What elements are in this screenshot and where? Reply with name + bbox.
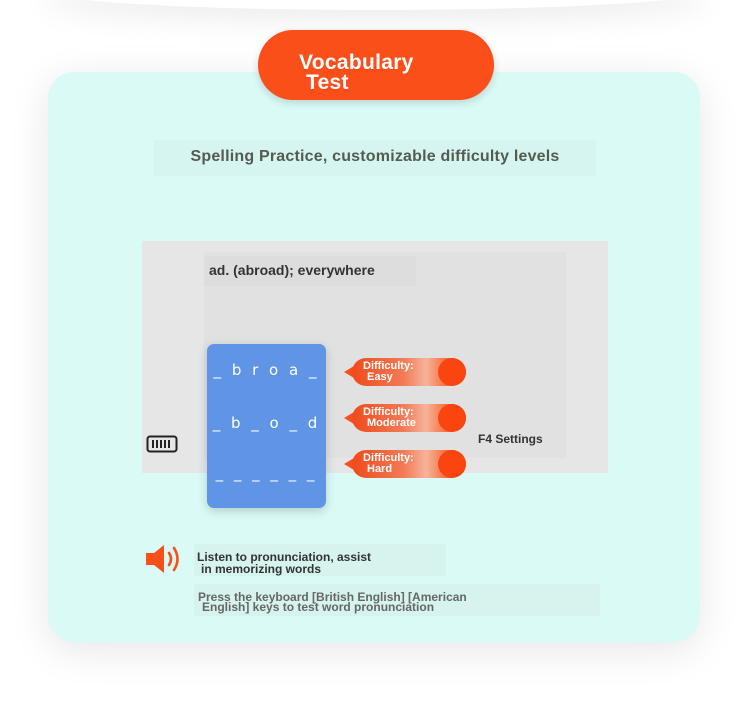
word-definition: ad. (abroad); everywhere [204, 256, 416, 286]
pronunciation-line-2: in memorizing words [201, 562, 322, 576]
difficulty-label-line1: Difficulty: [363, 452, 414, 464]
title-line-2: Test [306, 71, 349, 94]
keyboard-hint-line-2: English] keys to test word pronunciation [202, 600, 435, 614]
subtitle: Spelling Practice, customizable difficulty levels [154, 140, 596, 176]
difficulty-hard-label [363, 453, 414, 475]
difficulty-label-line2: Easy [367, 371, 393, 383]
difficulty-moderate-label [363, 407, 416, 429]
title-line-1: Vocabulary [299, 51, 414, 74]
keyboard-hint [194, 584, 600, 616]
top-shadow [40, 0, 710, 10]
pronunciation-feature [194, 544, 446, 576]
badge-knob [438, 404, 466, 432]
difficulty-label-line2: Hard [367, 463, 393, 475]
speaker-icon[interactable] [144, 542, 184, 576]
spelling-card[interactable] [207, 344, 326, 508]
difficulty-label-line2: Moderate [367, 417, 416, 429]
difficulty-easy-button[interactable] [344, 358, 466, 386]
spelling-row-3: _ _ _ _ _ _ [215, 464, 318, 482]
difficulty-label-line1: Difficulty: [363, 406, 414, 418]
pronunciation-line-1: Listen to pronunciation, assist [197, 550, 372, 564]
title-badge [258, 30, 494, 100]
spelling-row-1: _ b r o a _ [213, 361, 320, 379]
keyboard-icon[interactable] [146, 434, 178, 454]
difficulty-easy-label [363, 361, 414, 383]
keyboard-hint-line-1: Press the keyboard [British English] [American [198, 590, 467, 604]
spelling-row-2: _ b _ o _ d [212, 414, 321, 432]
difficulty-label-line1: Difficulty: [363, 360, 414, 372]
badge-knob [438, 358, 466, 386]
difficulty-hard-button[interactable] [344, 450, 466, 478]
badge-knob [438, 450, 466, 478]
settings-shortcut-label: F4 Settings [478, 432, 543, 446]
difficulty-moderate-button[interactable] [344, 404, 466, 432]
